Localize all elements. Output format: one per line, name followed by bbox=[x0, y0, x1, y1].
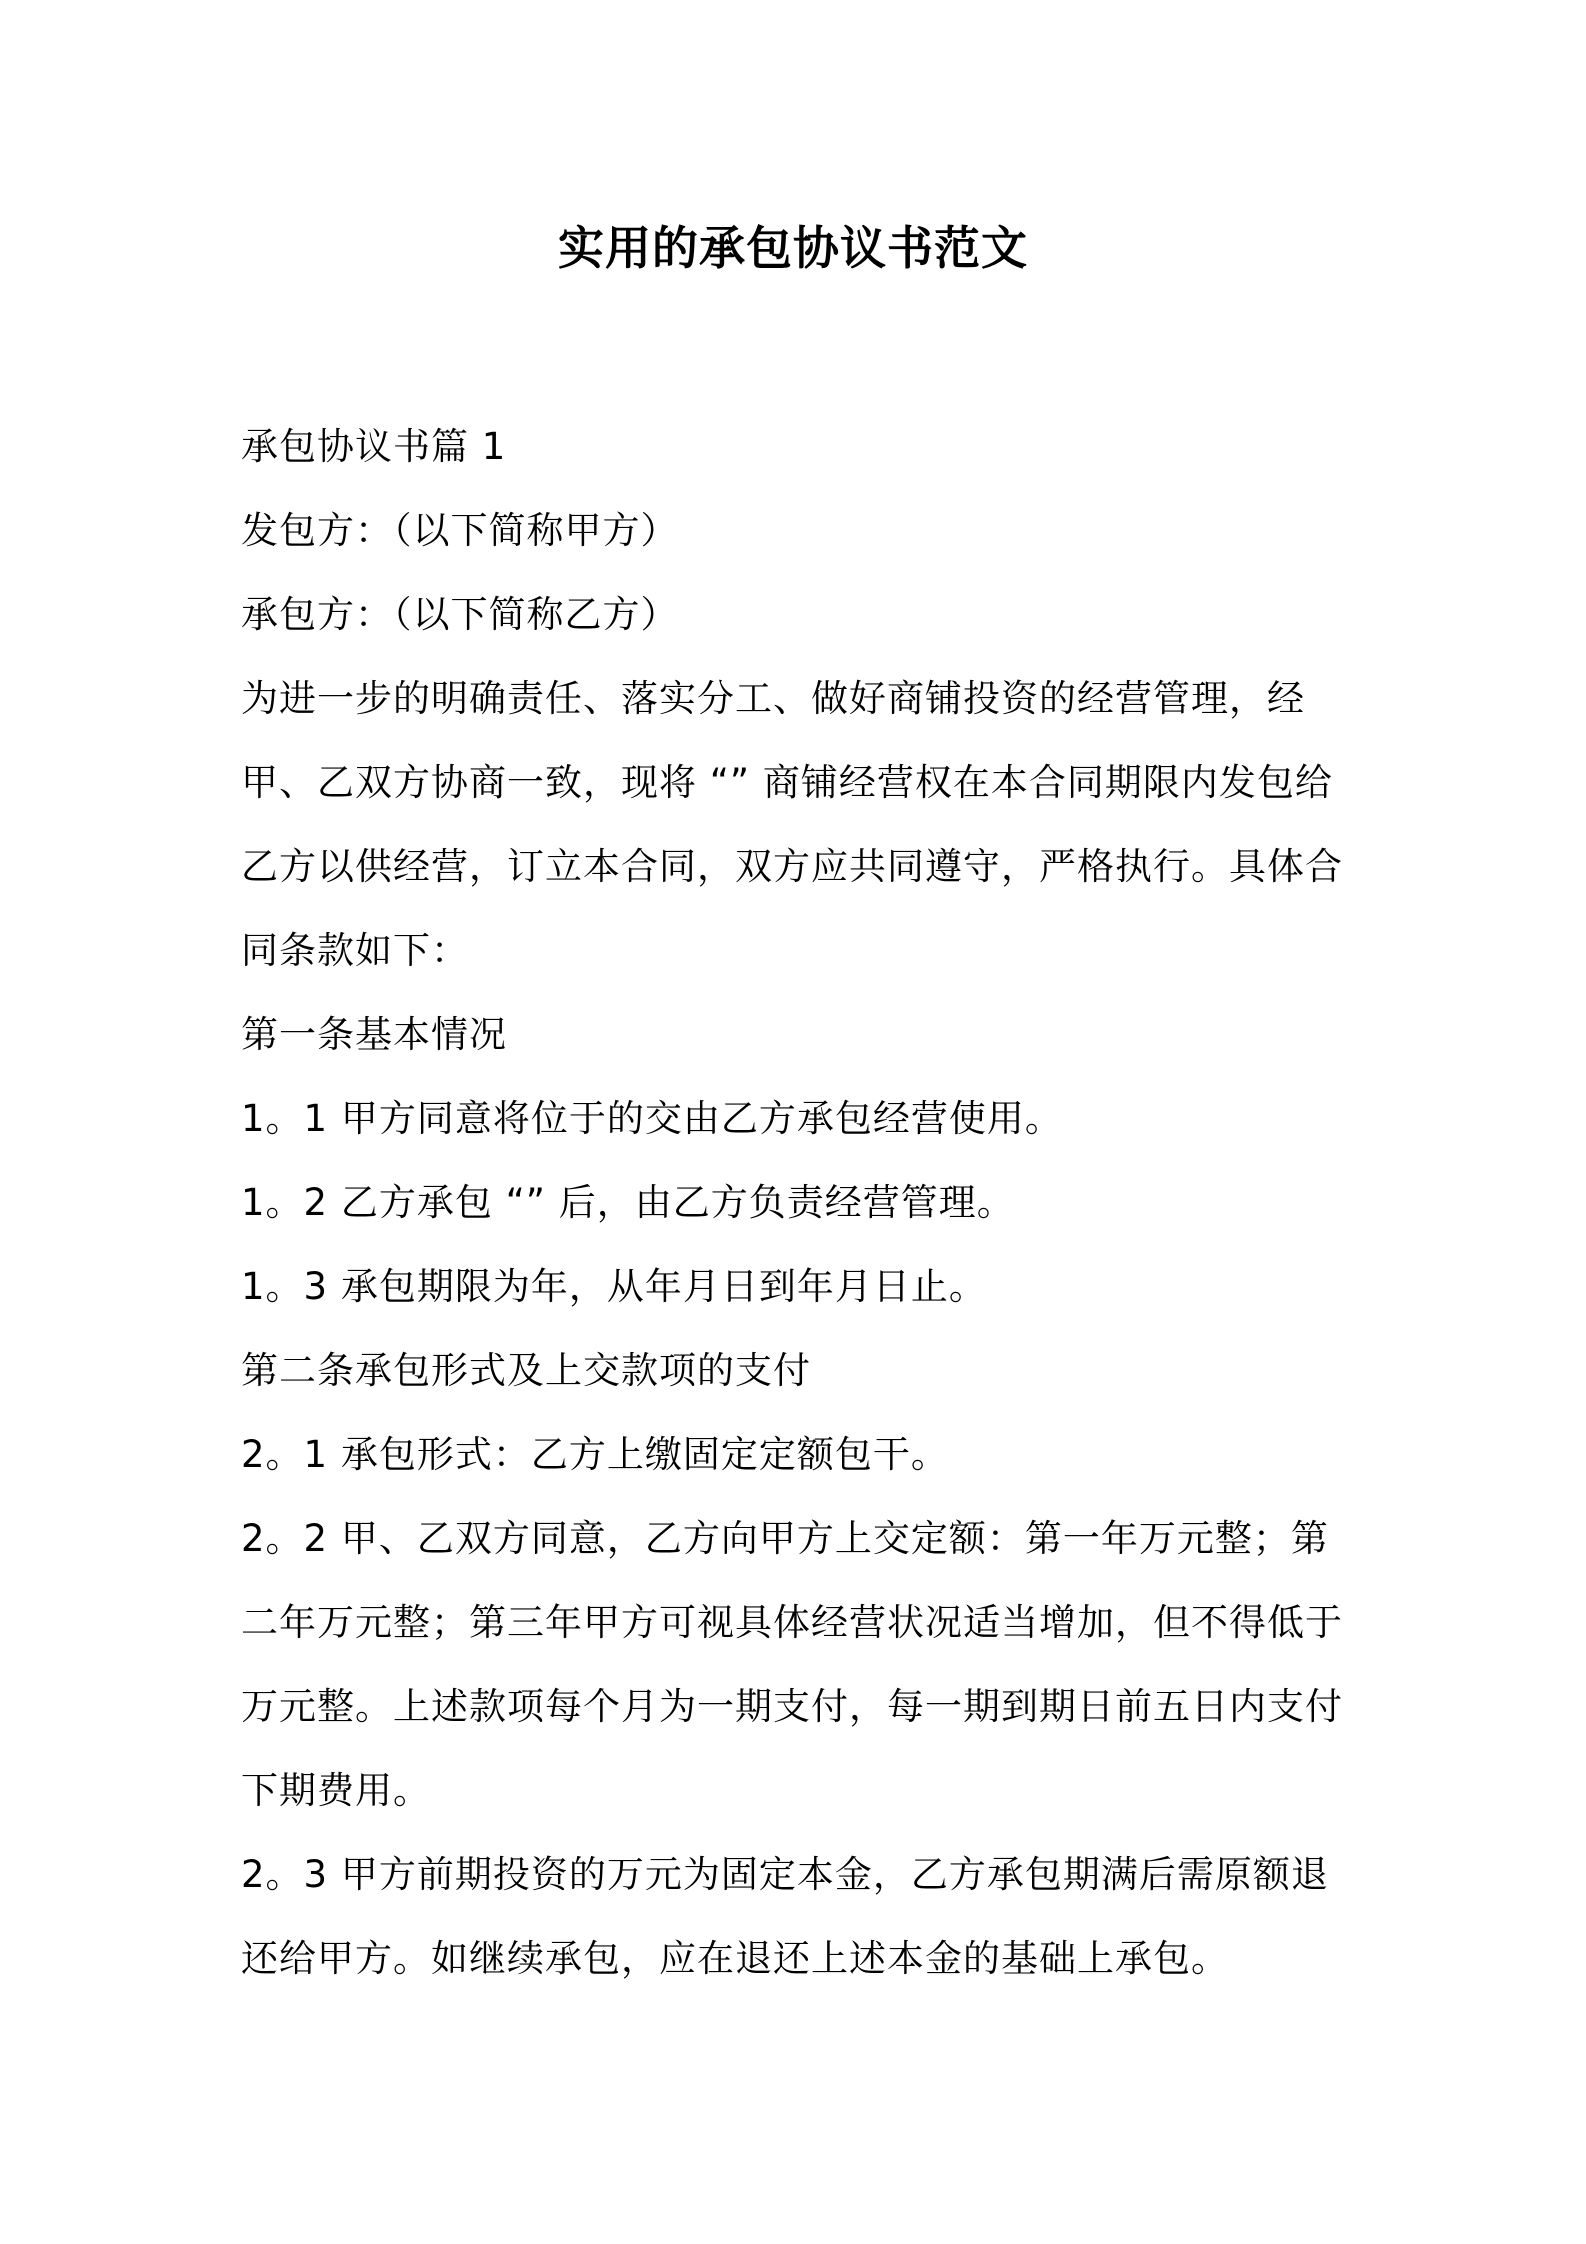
clause-2-1: 2。1 承包形式：乙方上缴固定定额包干。 bbox=[241, 1433, 949, 1476]
preamble-paragraph: 为进一步的明确责任、落实分工、做好商铺投资的经营管理，经甲、乙双方协商一致，现将 “” 商铺经营权在本合同期限内发包给乙方以供经营，订立本合同，双方应共同遵守，严格执行。具体合同条款如下： bbox=[241, 677, 1343, 972]
document-title: 实用的承包协议书范文 bbox=[558, 221, 1028, 275]
party-b-line: 承包方：（以下简称乙方） bbox=[241, 593, 679, 636]
section-heading: 承包协议书篇 1 bbox=[241, 425, 507, 468]
clause-1-2: 1。2 乙方承包 “” 后，由乙方负责经营管理。 bbox=[241, 1181, 1015, 1224]
clause-2-3: 2。3 甲方前期投资的万元为固定本金，乙方承包期满后需原额退还给甲方。如继续承包，应在退还上述本金的基础上承包。 bbox=[241, 1853, 1329, 1980]
article-1-heading: 第一条基本情况 bbox=[241, 1013, 507, 1056]
clause-1-3: 1。3 承包期限为年，从年月日到年月日止。 bbox=[241, 1265, 987, 1308]
article-2-heading: 第二条承包形式及上交款项的支付 bbox=[241, 1349, 811, 1392]
document-body bbox=[241, 405, 1361, 2001]
clause-1-1: 1。1 甲方同意将位于的交由乙方承包经营使用。 bbox=[241, 1097, 1063, 1140]
clause-2-2: 2。2 甲、乙双方同意，乙方向甲方上交定额：第一年万元整；第二年万元整；第三年甲方可视具体经营状况适当增加，但不得低于万元整。上述款项每个月为一期支付，每一期到期日前五日内支付下期费用。 bbox=[241, 1517, 1343, 1812]
party-a-line: 发包方：（以下简称甲方） bbox=[241, 509, 679, 552]
